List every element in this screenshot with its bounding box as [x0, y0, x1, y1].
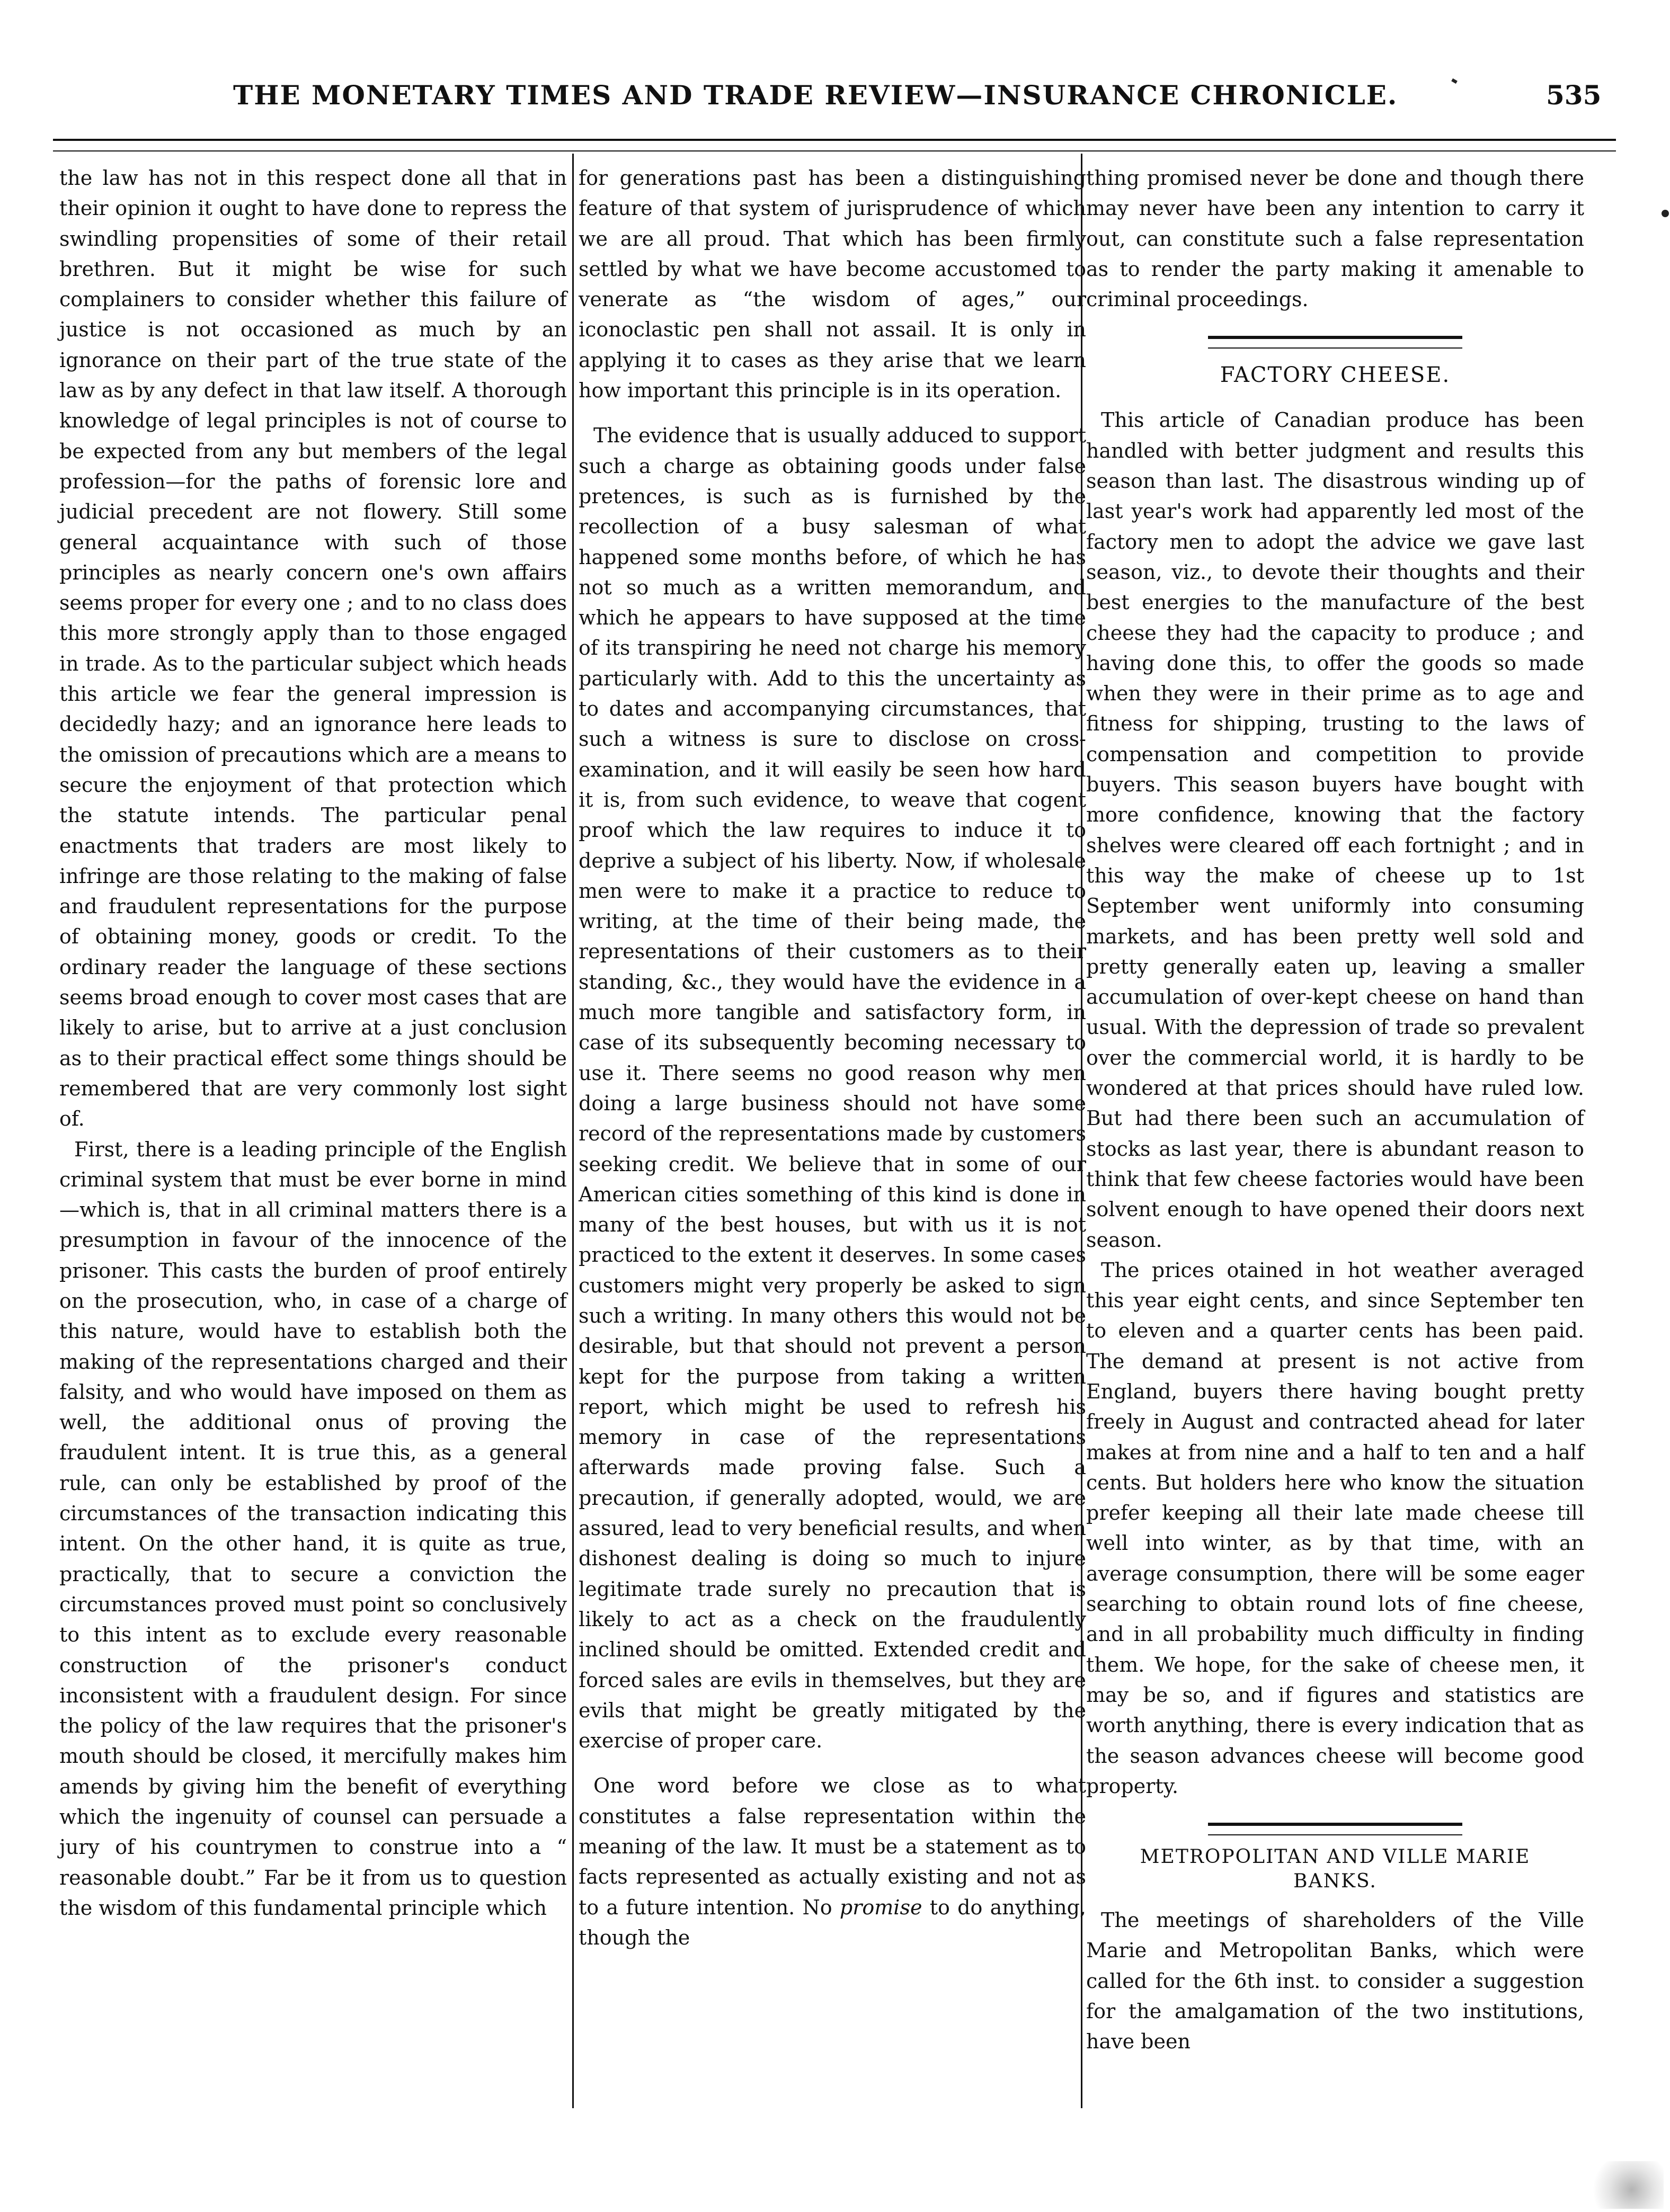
col2-paragraph-3-start: One word before we close as to what constitutes a false representation within the meaning of the law. It must be a statement as to facts represented as actually existing and not as to a future intention. No	[579, 1774, 1086, 1919]
masthead-title: THE MONETARY TIMES AND TRADE REVIEW—INSURANCE CHRONICLE.	[233, 79, 1398, 111]
heading-metropolitan-ville-marie-banks	[1086, 1845, 1584, 1894]
section-ornament-rule	[1208, 336, 1462, 349]
col3-paragraph-1: thing promised never be done and though there may never have been any intention to carry it out, can constitute such a false representation as to render the party making it amenable to criminal proceedings.	[1086, 166, 1584, 311]
col1-paragraph-2: First, there is a leading principle of the English criminal system that must be ever borne in mind—which is, that in all criminal matters there is a presumption in favour of the innocence of the prisoner. This casts the burden of proof entirely on the prosecution, who, in case of a charge of this nature, would have to establish both the making of the representations charged and their falsity, and who would have imposed on them as well, the additional onus of proving the fraudulent intent. It is true this, as a general rule, can only be established by proof of the circumstances of the transaction indicating this intent. On the other hand, it is quite as true, practically, that to secure a conviction the circumstances proved must point so conclusively to this intent as to exclude every reasonable construction of the prisoner's conduct inconsistent with a fraudulent design. For since the policy of the law requires that the prisoner's mouth should be closed, it mercifully makes him amends by giving him the benefit of everything which the ingenuity of counsel can persuade a jury of his countrymen to construe into a “ reasonable doubt.” Far be it from us to question the wisdom of this fundamental principle which	[59, 1137, 567, 1920]
col2-paragraph-3	[579, 1771, 1086, 1953]
heading-banks-line-2: BANKS.	[1293, 1870, 1377, 1893]
col1-paragraph-1: the law has not in this respect done all that in their opinion it ought to have done to repress the swindling propensities of some of their retail brethren. But it might be wise for such complainers to consider whether this failure of justice is not occasioned as much by an ignorance on their part of the true state of the law as by any defect in that law itself. A thorough knowledge of legal principles is not of course to be expected from any but members of the legal profession—for the paths of forensic lore and judicial precedent are not flowery. Still some general acquaintance with such of those principles as nearly concern one's own affairs seems proper for every one ; and to no class does this more strongly apply than to those engaged in trade. As to the particular subject which heads this article we fear the general impression is decidedly hazy; and an ignorance here leads to the omission of precautions which are a means to secure the enjoyment of that protection which the statute intends. The particular penal enactments that traders are most likely to infringe are those relating to the making of false and fraudulent representations for the purpose of obtaining money, goods or credit. To the ordinary reader the language of these sections seems broad enough to cover most cases that are likely to arise, but to arrive at a just conclusion as to their practical effect some things should be remembered that are very commonly lost sight of.	[59, 166, 567, 1131]
heading-banks-line-1: METROPOLITAN AND VILLE MARIE	[1140, 1846, 1531, 1868]
col3-paragraph-3: The prices otained in hot weather averaged this year eight cents, and since September ten to eleven and a quarter cents has been paid. The demand at present is not active from England, buyers there having bought pretty freely in August and contracted ahead for later makes at from nine and a half to ten and a half cents. But holders here who know the situation prefer keeping all their late made cheese till well into winter, as by that time, with an average consumption, there will be some eager searching to obtain round lots of fine cheese, and in all probability much difficulty in finding them. We hope, for the sake of cheese men, it may be so, and if figures and statistics are worth anything, there is every indication that as the season advances cheese will become good property.	[1086, 1258, 1584, 1798]
col2-paragraph-3-end: to do anything, though the	[579, 1895, 1086, 1949]
page-number: 535	[1546, 79, 1602, 111]
col3-paragraph-2: This article of Canadian produce has been handled with better judgment and results this season than last. The disastrous winding up of last year's work had apparently led most of the factory men to adopt the advice we gave last season, viz., to devote their thoughts and their best energies to the manufacture of the best cheese they had the capacity to produce ; and having done this, to offer the goods so made when they were in their prime as to age and fitness for shipping, trusting to the laws of compensation and competition to provide buyers. This season buyers have bought with more confidence, knowing that the factory shelves were cleared off each fortnight ; and in this way the make of cheese up to 1st September went uniformly into consuming markets, and has been pretty well sold and pretty generally eaten up, leaving a smaller accumulation of over-kept cheese on hand than usual. With the depression of trade so prevalent over the commercial world, it is hardly to be wondered at that prices should have ruled low. But had there been such an accumulation of stocks as last year, there is abundant reason to think that few cheese factories would have been solvent enough to have opened their doors next season.	[1086, 408, 1584, 1252]
col2-paragraph-3-italic: promise	[839, 1895, 922, 1919]
section-ornament-rule-2	[1208, 1823, 1462, 1835]
scan-artifact-dot	[1662, 210, 1669, 217]
header-rule-thin	[53, 150, 1616, 151]
column-1	[59, 163, 567, 1923]
column-2	[579, 163, 1086, 1953]
column-divider-1	[572, 154, 574, 2108]
col2-paragraph-2: The evidence that is usually adduced to support such a charge as obtaining goods under false pretences, is such as is furnished by the recollection of a busy salesman of what happened some months before, of which he has not so much as a written memorandum, and which he appears to have supposed at the time of its transpiring he need not charge his memory particularly with. Add to this the uncertainty as to dates and accompanying circumstances, that such a witness is sure to disclose on cross-examination, and it will easily be seen how hard it is, from such evidence, to weave that cogent proof which the law requires to induce it to deprive a subject of his liberty. Now, if wholesale men were to make it a practice to reduce to writing, at the time of their being made, the representations of their customers as to their standing, &c., they would have the evidence in a much more tangible and satisfactory form, in case of its subsequently becoming necessary to use it. There seems no good reason why men doing a large business should not have some record of the representations made by customers seeking credit. We believe that in some of our American cities something of this kind is done in many of the best houses, but with us it is not practiced to the extent it deserves. In some cases customers might very properly be asked to sign such a writing. In many others this would not be desirable, but that should not prevent a person kept for the purpose from taking a written report, which might be used to refresh his memory in case of the representations afterwards made proving false. Such a precaution, if generally adopted, would, we are assured, lead to very beneficial results, and when dishonest dealing is doing so much to injure legitimate trade surely no precaution that is likely to act as a check on the fraudulently inclined should be omitted. Extended credit and forced sales are evils in themselves, but they are evils that might be greatly mitigated by the exercise of proper care.	[579, 424, 1086, 1753]
scan-artifact-speck	[1584, 2161, 1664, 2209]
heading-factory-cheese: FACTORY CHEESE.	[1220, 363, 1451, 388]
scan-artifact-mark	[1451, 78, 1458, 84]
column-3	[1086, 163, 1584, 2057]
col3-paragraph-4: The meetings of shareholders of the Ville Marie and Metropolitan Banks, which were called for the 6th inst. to consider a suggestion for the amalgamation of the two institutions, have been	[1086, 1908, 1584, 2054]
col2-paragraph-1: for generations past has been a distinguishing feature of that system of jurisprudence of which we are all proud. That which has been firmly settled by what we have become accustomed to venerate as “the wisdom of ages,” our iconoclastic pen shall not assail. It is only in applying it to cases as they arise that we learn how important this principle is in its operation.	[579, 166, 1086, 403]
header-rule-thick	[53, 139, 1616, 141]
